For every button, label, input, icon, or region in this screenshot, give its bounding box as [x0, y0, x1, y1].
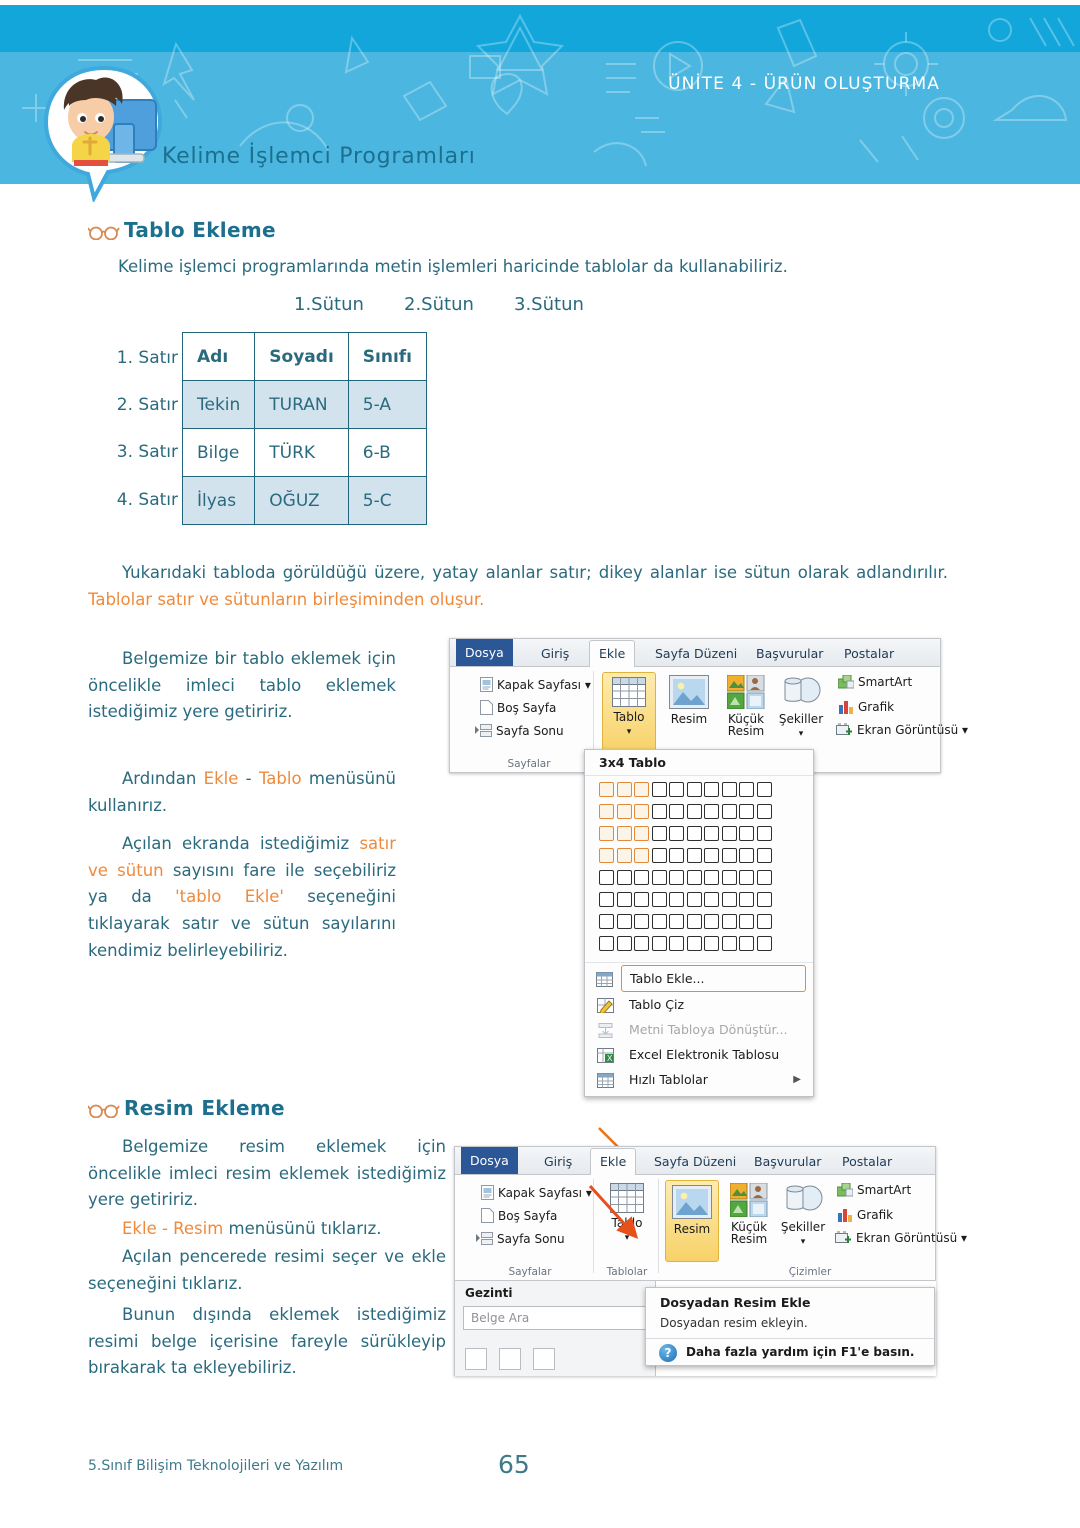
table-size-cell[interactable]: [634, 892, 649, 907]
svg-text:X: X: [607, 1054, 613, 1063]
table-size-cell[interactable]: [652, 782, 667, 797]
table-cell: İlyas: [183, 477, 255, 525]
button-grafik[interactable]: [837, 1208, 893, 1222]
table-size-cell[interactable]: [722, 914, 737, 929]
table-size-cell[interactable]: [722, 870, 737, 885]
table-size-cell[interactable]: [669, 914, 684, 929]
tablo-para-3-pre: Açılan ekranda istediğimiz: [122, 834, 360, 853]
button-sekiller[interactable]: [775, 675, 827, 739]
excel-icon: [597, 1046, 614, 1063]
ribbon-body-2: [455, 1175, 968, 1280]
menu-item-metni-tabloya-donustur-label: Metni Tabloya Dönüştür...: [629, 1022, 788, 1037]
table-size-cell[interactable]: [652, 826, 667, 841]
demo-row-header-1: 1. Satır: [116, 348, 178, 368]
demo-table: [182, 332, 427, 525]
group-label-tablolar: Tablolar: [606, 1266, 648, 1278]
table-size-cell[interactable]: [669, 804, 684, 819]
tab-basvurular[interactable]: Başvurular: [754, 1154, 822, 1169]
nav-view-buttons: [465, 1348, 562, 1370]
button-grafik[interactable]: [838, 700, 894, 714]
shapes-icon: [780, 675, 822, 709]
table-size-cell[interactable]: [722, 848, 737, 863]
table-size-cell[interactable]: [617, 826, 632, 841]
table-size-cell[interactable]: [617, 892, 632, 907]
table-size-cell[interactable]: [739, 870, 754, 885]
menu-item-hizli-tablolar-label: Hızlı Tablolar: [629, 1072, 708, 1087]
picture-icon: [672, 1185, 712, 1219]
table-cell: Adı: [183, 333, 255, 381]
table-size-cell[interactable]: [599, 782, 614, 797]
tablo-para-3-hl2: 'tablo Ekle': [175, 887, 284, 907]
table-icon: [610, 1183, 644, 1213]
chevron-down-icon: ▾: [584, 678, 591, 692]
chevron-down-icon: ▾: [624, 1233, 630, 1243]
table-size-cell[interactable]: [652, 804, 667, 819]
group-label-sayfalar: Sayfalar: [507, 758, 551, 770]
menu-item-excel-elektronik-tablosu-label: Excel Elektronik Tablosu: [629, 1047, 780, 1062]
tab-ekle[interactable]: Ekle: [590, 1148, 636, 1177]
table-size-cell[interactable]: [757, 826, 772, 841]
table-picker-dropdown: [584, 749, 814, 1097]
button-sayfa-sonu[interactable]: [476, 1231, 565, 1246]
table-size-cell[interactable]: [669, 826, 684, 841]
clipart-icon: [727, 675, 765, 709]
submenu-arrow-icon: ▶: [793, 1074, 801, 1085]
table-size-cell[interactable]: [634, 782, 649, 797]
table-size-cell[interactable]: [634, 914, 649, 929]
table-size-cell[interactable]: [599, 892, 614, 907]
table-size-cell[interactable]: [704, 804, 719, 819]
resim-para-2-post: menüsünü tıklarız.: [223, 1219, 382, 1238]
menu-item-excel-elektronik-tablosu[interactable]: [585, 1042, 813, 1067]
table-size-cell[interactable]: [599, 848, 614, 863]
nav-results-icon[interactable]: [533, 1348, 555, 1370]
tablo-para-2-hl1: Ekle: [203, 769, 239, 788]
button-kucuk-resim-label: Küçük Resim: [727, 712, 765, 738]
tab-postalar[interactable]: Postalar: [842, 1154, 893, 1169]
button-resim-label: Resim: [670, 712, 708, 726]
table-size-cell[interactable]: [617, 782, 632, 797]
tooltip-footer-label: Daha fazla yardım için F1'e basın.: [686, 1345, 915, 1359]
table-size-grid[interactable]: [585, 776, 813, 962]
table-size-cell[interactable]: [704, 848, 719, 863]
picture-icon: [669, 675, 709, 709]
table-row: [183, 381, 427, 429]
button-sekiller-label: Şekiller: [778, 712, 824, 726]
table-size-cell[interactable]: [739, 892, 754, 907]
nav-pane-title: Gezinti: [465, 1286, 513, 1300]
button-smartart[interactable]: [838, 675, 912, 689]
button-smartart-label: SmartArt: [858, 675, 913, 689]
page-title: Kelime İşlemci Programları: [162, 144, 476, 169]
table-size-cell[interactable]: [669, 782, 684, 797]
heading-tablo-ekleme: [88, 218, 276, 245]
tab-sayfa-duzeni[interactable]: Sayfa Düzeni: [654, 1154, 737, 1169]
table-size-cell[interactable]: [687, 804, 702, 819]
table-size-cell[interactable]: [757, 782, 772, 797]
table-size-cell[interactable]: [599, 870, 614, 885]
table-icon: [596, 970, 613, 987]
button-smartart[interactable]: [837, 1183, 911, 1197]
table-cell: Soyadı: [255, 333, 348, 381]
resim-para-4: Bunun dışında eklemek istediğimiz resimi belge içerisine fareyle sürükleyip bırakarak ta ekleyebiliriz.: [88, 1305, 446, 1378]
menu-item-metni-tabloya-donustur: [585, 1017, 813, 1042]
search-input[interactable]: Belge Ara: [463, 1306, 647, 1330]
table-size-cell[interactable]: [757, 914, 772, 929]
demo-row-header-3: 3. Satır: [116, 442, 178, 462]
table-size-cell[interactable]: [669, 848, 684, 863]
group-separator: [658, 1179, 659, 1273]
button-kucuk-resim[interactable]: [718, 675, 774, 737]
table-cell: Sınıfı: [348, 333, 426, 381]
table-size-cell[interactable]: [599, 914, 614, 929]
tablo-para-1: Belgemize bir tablo eklemek için öncelikle imleci tablo eklemek istediğimiz yere getiririz.: [88, 649, 396, 722]
button-ekran-goruntusu-label: Ekran Görüntüsü: [856, 1231, 958, 1245]
tooltip-body: Dosyadan resim ekleyin.: [660, 1316, 808, 1330]
table-size-cell[interactable]: [704, 936, 719, 951]
demo-col-header-2: 2.Sütun: [404, 294, 474, 315]
table-cell: TURAN: [255, 381, 348, 429]
button-kapak-sayfasi-label: Kapak Sayfası: [497, 678, 581, 692]
table-size-cell[interactable]: [722, 892, 737, 907]
table-size-cell[interactable]: [599, 804, 614, 819]
table-size-cell[interactable]: [634, 870, 649, 885]
table-size-cell[interactable]: [687, 892, 702, 907]
heading-resim-ekleme-label: Resim Ekleme: [124, 1096, 285, 1120]
footer-book-title: 5.Sınıf Bilişim Teknolojileri ve Yazılım: [88, 1458, 344, 1474]
table-size-cell[interactable]: [617, 870, 632, 885]
table-size-cell[interactable]: [687, 826, 702, 841]
resim-para-3: Açılan pencerede resimi seçer ve ekle seçeneğini tıklarız.: [88, 1247, 446, 1293]
button-kucuk-resim-label: Küçük Resim: [730, 1220, 768, 1246]
tab-ekle[interactable]: Ekle: [589, 640, 635, 669]
menu-item-tablo-ekle[interactable]: [621, 965, 806, 992]
menu-item-hizli-tablolar[interactable]: [585, 1067, 813, 1092]
tab-dosya[interactable]: Dosya: [456, 639, 513, 666]
table-size-cell[interactable]: [599, 826, 614, 841]
chevron-down-icon: ▾: [798, 729, 804, 739]
table-size-cell[interactable]: [669, 870, 684, 885]
tab-dosya[interactable]: Dosya: [461, 1147, 518, 1174]
button-ekran-goruntusu[interactable]: [835, 1231, 967, 1245]
table-row: [183, 429, 427, 477]
chevron-down-icon: ▾: [585, 1186, 592, 1200]
table-size-cell[interactable]: [739, 914, 754, 929]
menu-item-tablo-ciz[interactable]: [585, 992, 813, 1017]
convert-text-icon: [597, 1021, 614, 1038]
demo-col-header-3: 3.Sütun: [514, 294, 584, 315]
table-cell: OĞUZ: [255, 477, 348, 525]
table-size-cell[interactable]: [704, 914, 719, 929]
word-ribbon-screenshot-2: [454, 1146, 968, 1376]
tablo-para-2: [88, 766, 396, 819]
mascot-avatar: [38, 62, 170, 202]
table-size-cell[interactable]: [634, 804, 649, 819]
tab-sayfa-duzeni[interactable]: Sayfa Düzeni: [655, 646, 738, 661]
table-size-cell[interactable]: [722, 804, 737, 819]
table-size-cell[interactable]: [757, 870, 772, 885]
table-size-cell[interactable]: [704, 892, 719, 907]
table-size-cell[interactable]: [687, 936, 702, 951]
chevron-down-icon: ▾: [961, 1231, 968, 1245]
table-cell: 6-B: [348, 429, 426, 477]
table-cell: 5-A: [348, 381, 426, 429]
table-size-cell[interactable]: [652, 870, 667, 885]
tab-basvurular[interactable]: Başvurular: [756, 646, 824, 661]
table-size-cell[interactable]: [669, 936, 684, 951]
button-kapak-sayfasi[interactable]: [481, 1185, 592, 1200]
group-label-sayfalar: Sayfalar: [508, 1266, 552, 1278]
button-tablo-label: Tablo: [611, 1216, 643, 1230]
resim-para-1: Belgemize resim eklemek için öncelikle imleci resim eklemek istediğimiz yere getiririz.: [88, 1137, 446, 1210]
group-separator: [593, 1179, 594, 1273]
clipart-icon: [730, 1183, 768, 1217]
button-sayfa-sonu[interactable]: [475, 723, 564, 738]
button-grafik-label: Grafik: [858, 700, 895, 714]
button-resim[interactable]: [663, 675, 715, 725]
note-paragraph: [88, 560, 948, 613]
table-size-cell[interactable]: [617, 848, 632, 863]
button-kapak-sayfasi-label: Kapak Sayfası: [498, 1186, 582, 1200]
button-sayfa-sonu-label: Sayfa Sonu: [497, 1232, 565, 1246]
table-size-cell[interactable]: [687, 848, 702, 863]
demo-row-header-2: 2. Satır: [116, 395, 178, 415]
table-size-cell[interactable]: [704, 870, 719, 885]
button-tablo[interactable]: [602, 672, 656, 754]
table-size-cell[interactable]: [757, 936, 772, 951]
table-cell: TÜRK: [255, 429, 348, 477]
table-size-cell[interactable]: [687, 870, 702, 885]
table-size-cell[interactable]: [599, 936, 614, 951]
table-size-cell[interactable]: [669, 892, 684, 907]
table-size-cell[interactable]: [757, 804, 772, 819]
button-kucuk-resim[interactable]: [721, 1183, 777, 1245]
tooltip-footer: [646, 1338, 934, 1365]
table-size-cell[interactable]: [757, 848, 772, 863]
note-plain: Yukarıdaki tabloda görüldüğü üzere, yatay alanlar satır; dikey alanlar ise sütun olarak adlandırılır.: [122, 563, 948, 582]
menu-item-tablo-ciz-label: Tablo Çiz: [629, 997, 685, 1012]
table-size-cell[interactable]: [739, 782, 754, 797]
button-grafik-label: Grafik: [857, 1208, 894, 1222]
picker-title: 3x4 Tablo: [585, 750, 813, 776]
tablo-para-3: [88, 831, 396, 965]
page-header: [0, 0, 1080, 196]
glasses-icon: [88, 221, 120, 245]
resim-para-2: [88, 1216, 446, 1243]
heading-tablo-ekleme-label: Tablo Ekleme: [124, 218, 276, 242]
table-size-cell[interactable]: [757, 892, 772, 907]
table-size-cell[interactable]: [722, 936, 737, 951]
table-size-cell[interactable]: [652, 936, 667, 951]
demo-row-header-4: 4. Satır: [116, 490, 178, 510]
demo-col-header-1: 1.Sütun: [294, 294, 364, 315]
table-cell: Bilge: [183, 429, 255, 477]
table-size-cell[interactable]: [704, 782, 719, 797]
button-resim-label: Resim: [673, 1222, 711, 1236]
footer-page-number: 65: [498, 1450, 530, 1479]
button-bos-sayfa[interactable]: [481, 1208, 557, 1223]
table-size-cell[interactable]: [634, 848, 649, 863]
button-bos-sayfa-label: Boş Sayfa: [497, 701, 557, 715]
table-size-cell[interactable]: [617, 936, 632, 951]
heading-resim-ekleme: [88, 1096, 285, 1123]
button-tablo-label: Tablo: [613, 710, 645, 724]
table-size-cell[interactable]: [652, 892, 667, 907]
table-icon: [597, 1071, 614, 1088]
unit-label: ÜNİTE 4 - ÜRÜN OLUŞTURMA: [668, 74, 940, 94]
table-icon: [612, 677, 646, 707]
pencil-table-icon: [597, 996, 614, 1013]
table-size-cell[interactable]: [687, 914, 702, 929]
resim-para-2-hl: Ekle - Resim: [122, 1219, 224, 1238]
tab-giris[interactable]: Giriş: [544, 1154, 573, 1169]
table-size-cell[interactable]: [704, 826, 719, 841]
table-size-cell[interactable]: [739, 936, 754, 951]
header-band-top: [0, 5, 1080, 52]
table-size-cell[interactable]: [739, 848, 754, 863]
help-icon: ?: [659, 1344, 677, 1362]
button-ekran-goruntusu-label: Ekran Görüntüsü: [857, 723, 959, 737]
tablo-para-2-hl2: Tablo: [258, 769, 302, 788]
button-sekiller[interactable]: [777, 1183, 829, 1247]
table-size-cell[interactable]: [739, 826, 754, 841]
nav-headings-icon[interactable]: [465, 1348, 487, 1370]
chevron-down-icon: ▾: [962, 723, 969, 737]
chevron-down-icon: ▾: [800, 1237, 806, 1247]
table-size-cell[interactable]: [739, 804, 754, 819]
button-resim[interactable]: [665, 1180, 719, 1262]
table-size-cell[interactable]: [634, 936, 649, 951]
nav-pages-icon[interactable]: [499, 1348, 521, 1370]
table-size-cell[interactable]: [722, 826, 737, 841]
group-label-cizimler: Çizimler: [788, 1266, 832, 1278]
button-bos-sayfa[interactable]: [480, 700, 556, 715]
tablo-para-3-mid: sayısını fare ile seçebiliriz ya da: [88, 860, 396, 907]
table-size-cell[interactable]: [687, 782, 702, 797]
tablo-para-2-post: menüsünü kullanırız.: [88, 769, 396, 815]
table-size-cell[interactable]: [652, 914, 667, 929]
intro-paragraph: Kelime işlemci programlarında metin işlemleri haricinde tablolar da kullanabiliriz.: [118, 257, 788, 276]
note-highlight: Tablolar satır ve sütunların birleşiminden oluşur.: [88, 589, 485, 609]
table-size-cell[interactable]: [617, 914, 632, 929]
table-size-cell[interactable]: [617, 804, 632, 819]
shapes-icon: [782, 1183, 824, 1217]
table-cell: 5-C: [348, 477, 426, 525]
button-sekiller-label: Şekiller: [780, 1220, 826, 1234]
table-row: [183, 333, 427, 381]
table-size-cell[interactable]: [652, 848, 667, 863]
table-cell: Tekin: [183, 381, 255, 429]
tablo-para-2-mid: -: [238, 769, 259, 788]
glasses-icon: [88, 1099, 120, 1123]
tooltip-title: Dosyadan Resim Ekle: [660, 1295, 811, 1310]
table-menu: [585, 962, 813, 1096]
chevron-down-icon: ▾: [626, 727, 632, 737]
button-sayfa-sonu-label: Sayfa Sonu: [496, 724, 564, 738]
table-size-cell[interactable]: [722, 782, 737, 797]
button-smartart-label: SmartArt: [857, 1183, 912, 1197]
table-size-cell[interactable]: [634, 826, 649, 841]
tablo-para-3-post: seçeneğini tıklayarak satır ve sütun sayılarını kendimiz belirleyebiliriz.: [88, 887, 396, 960]
ribbon-tabs-1: [450, 639, 940, 667]
tablo-para-3-hl1: satır ve sütun: [88, 834, 396, 880]
button-tablo[interactable]: [601, 1183, 653, 1243]
button-kapak-sayfasi[interactable]: [480, 677, 591, 692]
button-bos-sayfa-label: Boş Sayfa: [498, 1209, 558, 1223]
resim-tooltip: [645, 1287, 935, 1366]
ribbon-tabs-2: [455, 1147, 935, 1175]
menu-item-tablo-ekle-label: Tablo Ekle...: [630, 971, 705, 986]
table-row: [183, 477, 427, 525]
tablo-para-2-pre: Ardından: [122, 769, 204, 788]
tab-postalar[interactable]: Postalar: [844, 646, 895, 661]
tab-giris[interactable]: Giriş: [541, 646, 570, 661]
button-ekran-goruntusu[interactable]: [836, 723, 968, 737]
